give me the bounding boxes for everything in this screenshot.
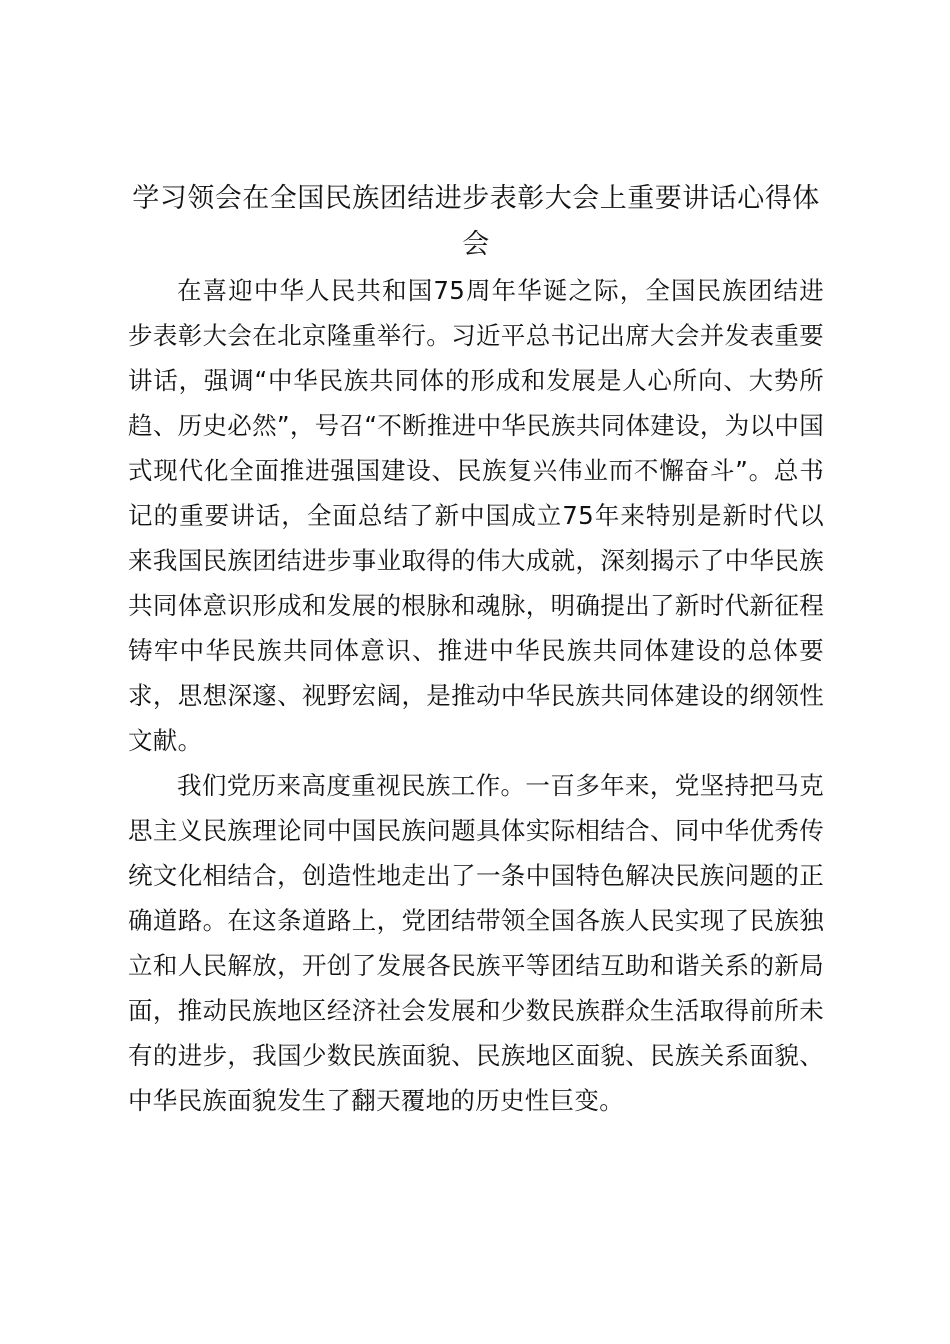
paragraph-2: 我们党历来高度重视民族工作。一百多年来，党坚持把马克思主义民族理论同中国民族问题具体实际相结合、同中华优秀传统文化相结合，创造性地走出了一条中国特色解决民族问题的正确道路。在这条道路上，党团结带领全国各族人民实现了民族独立和人民解放，开创了发展各民族平等团结互助和谐关系的新局面，推动民族地区经济社会发展和少数民族群众生活取得前所未有的进步，我国少数民族面貌、民族地区面貌、民族关系面貌、中华民族面貌发生了翻天覆地的历史性巨变。 <box>128 771 824 1115</box>
document-title: 学习领会在全国民族团结进步表彰大会上重要讲话心得体会 <box>132 183 820 260</box>
paragraph-1: 在喜迎中华人民共和国75周年华诞之际，全国民族团结进步表彰大会在北京隆重举行。习近平总书记出席大会并发表重要讲话，强调“中华民族共同体的形成和发展是人心所向、大势所趋、历史必然”，号召“不断推进中华民族共同体建设，为以中国式现代化全面推进强国建设、民族复兴伟业而不懈奋斗”。总书记的重要讲话，全面总结了新中国成立75年来特别是新时代以来我国民族团结进步事业取得的伟大成就，深刻揭示了中华民族共同体意识形成和发展的根脉和魂脉，明确提出了新时代新征程铸牢中华民族共同体意识、推进中华民族共同体建设的总体要求，思想深邃、视野宏阔，是推动中华民族共同体建设的纲领性文献。 <box>128 276 824 755</box>
document-body <box>128 176 824 1123</box>
